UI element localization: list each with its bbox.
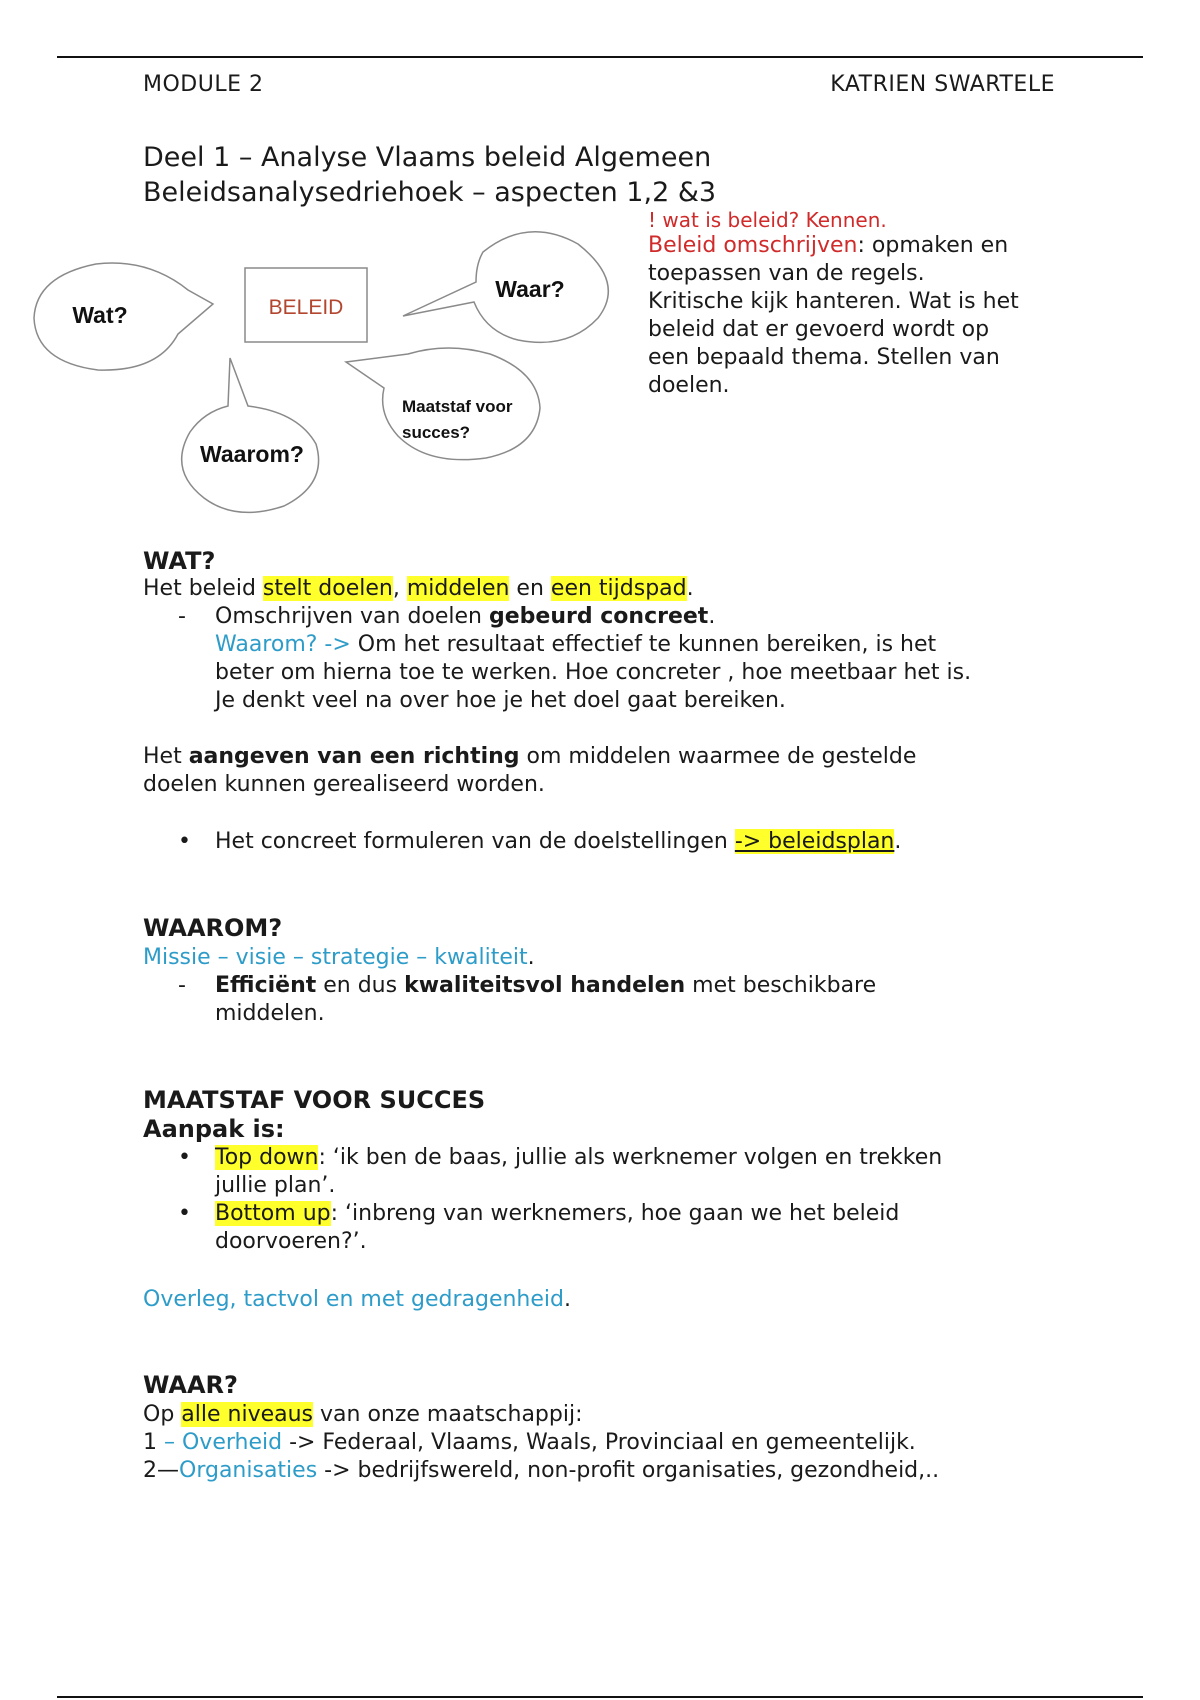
bubble-waar-label: Waar? <box>495 276 565 302</box>
policy-triangle-diagram <box>28 222 638 532</box>
wat-line-3: Waarom? -> Om het resultaat effectief te kunnen bereiken, is het <box>215 632 937 657</box>
wat-line-2: Omschrijven van doelen gebeurd concreet. <box>215 604 716 629</box>
bubble-wat-label: Wat? <box>72 302 128 328</box>
waar-line-1: Op alle niveaus van onze maatschappij: <box>143 1402 583 1427</box>
title-line-2: Beleidsanalysedriehoek – aspecten 1,2 &3 <box>143 177 717 208</box>
wat-line-1: Het beleid stelt doelen, middelen en een tijdspad. <box>143 576 694 601</box>
side-note-line-5: een bepaald thema. Stellen van <box>648 345 1000 370</box>
side-note-line-2: toepassen van de regels. <box>648 261 925 286</box>
page-title <box>143 140 716 210</box>
heading-waarom: WAAROM? <box>143 914 283 942</box>
maatstaf-conclusion: Overleg, tactvol en met gedragenheid. <box>143 1287 571 1312</box>
maatstaf-item-1: Top down: ‘ik ben de baas, jullie als werknemer volgen en trekken <box>215 1145 943 1170</box>
side-note-line-1: Beleid omschrijven: opmaken en <box>648 233 1009 258</box>
maatstaf-item-2-line-2: doorvoeren?’. <box>215 1229 367 1254</box>
heading-wat: WAT? <box>143 547 216 575</box>
diagram-center-label: BELEID <box>268 296 344 319</box>
wat-line-6: Het aangeven van een richting om middelen waarmee de gestelde <box>143 744 917 769</box>
maatstaf-item-2: Bottom up: ‘inbreng van werknemers, hoe gaan we het beleid <box>215 1201 900 1226</box>
header-module: MODULE 2 <box>143 72 264 97</box>
bubble-waarom <box>182 358 319 512</box>
wat-line-8: Het concreet formuleren van de doelstellingen -> beleidsplan. <box>215 829 902 854</box>
waarom-line-3: middelen. <box>215 1001 325 1026</box>
side-note-line-6: doelen. <box>648 373 730 398</box>
side-note-term: Beleid omschrijven <box>648 233 858 258</box>
maatstaf-bullet-2: • <box>178 1201 191 1226</box>
header-author: KATRIEN SWARTELE <box>830 72 1055 97</box>
maatstaf-bullet-1: • <box>178 1145 191 1170</box>
side-note-line-4: beleid dat er gevoerd wordt op <box>648 317 990 342</box>
waar-line-2: 1 – Overheid -> Federaal, Vlaams, Waals, Provinciaal en gemeentelijk. <box>143 1430 916 1455</box>
side-note-question: ! wat is beleid? Kennen. <box>648 208 887 232</box>
bubble-maatstaf-label-2: succes? <box>402 423 471 442</box>
wat-line-5: Je denkt veel na over hoe je het doel gaat bereiken. <box>215 688 786 713</box>
waar-line-3: 2—Organisaties -> bedrijfswereld, non-profit organisaties, gezondheid,.. <box>143 1458 940 1483</box>
wat-dash: - <box>178 604 186 629</box>
wat-bullet: • <box>178 829 191 854</box>
wat-line-4: beter om hierna toe te werken. Hoe concreter , hoe meetbaar het is. <box>215 660 972 685</box>
bubble-maatstaf-label-1: Maatstaf voor <box>402 397 513 416</box>
heading-maatstaf: MAATSTAF VOOR SUCCES <box>143 1086 486 1114</box>
side-note <box>648 208 1088 400</box>
maatstaf-item-1-line-2: jullie plan’. <box>215 1173 336 1198</box>
waarom-line-2: Efficiënt en dus kwaliteitsvol handelen met beschikbare <box>215 973 877 998</box>
heading-waar: WAAR? <box>143 1371 238 1399</box>
bottom-rule <box>57 1696 1143 1698</box>
waarom-line-1: Missie – visie – strategie – kwaliteit. <box>143 945 535 970</box>
wat-line-7: doelen kunnen gerealiseerd worden. <box>143 772 545 797</box>
title-line-1: Deel 1 – Analyse Vlaams beleid Algemeen <box>143 142 712 173</box>
bubble-waarom-label: Waarom? <box>200 441 304 467</box>
maatstaf-subheading: Aanpak is: <box>143 1115 285 1143</box>
waarom-dash: - <box>178 973 186 998</box>
beleidsplan-link[interactable]: -> beleidsplan <box>734 829 895 854</box>
side-note-line-3: Kritische kijk hanteren. Wat is het <box>648 289 1019 314</box>
top-rule <box>57 56 1143 58</box>
